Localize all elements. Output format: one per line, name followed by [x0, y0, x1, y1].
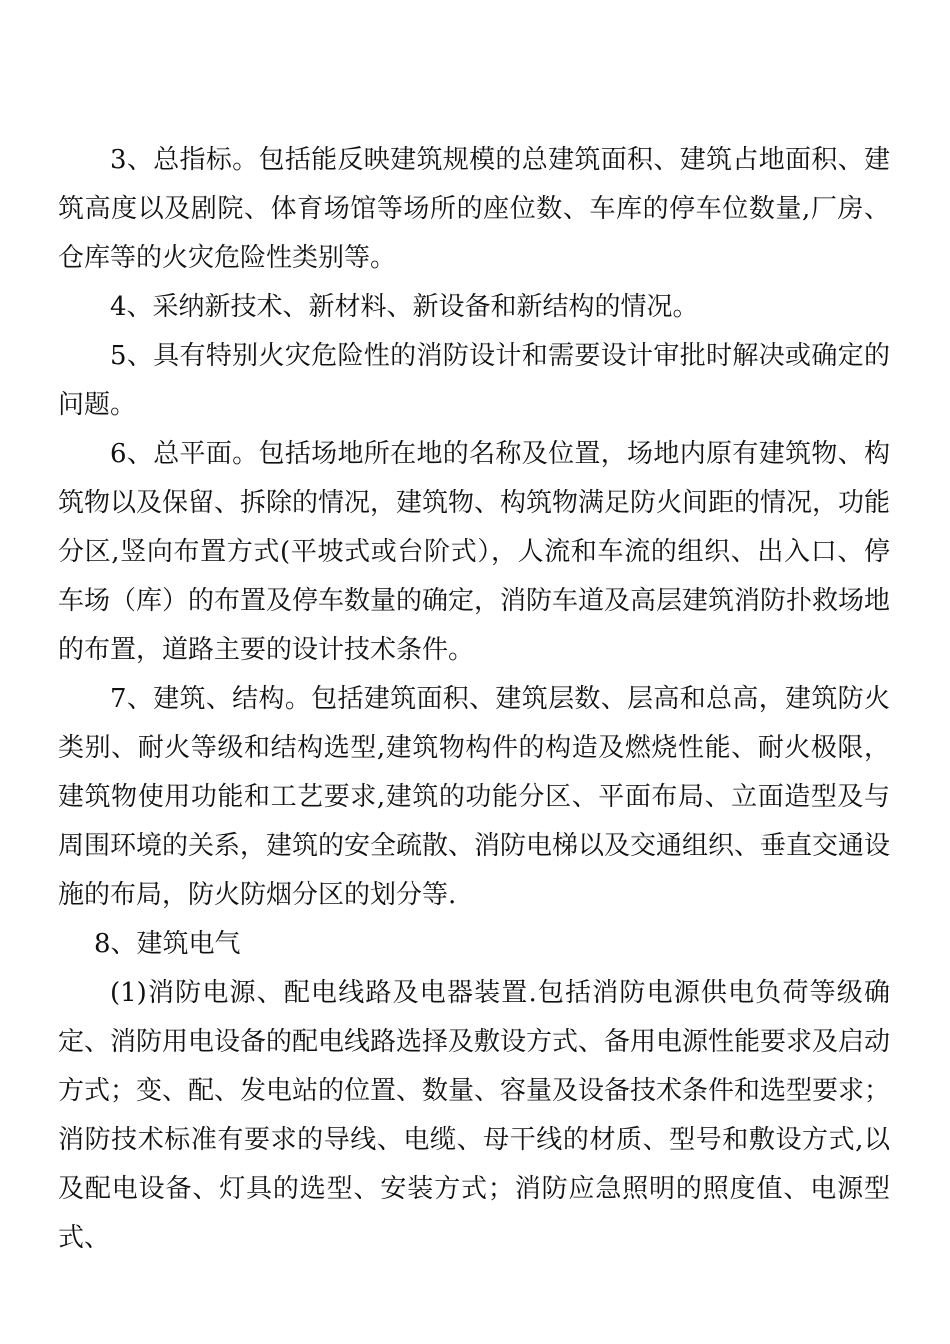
paragraph-fire-power-supply: (1)消防电源、配电线路及电器装置.包括消防电源供电负荷等级确定、消防用电设备的配电线路选择及敷设方式、备用电源性能要求及启动方式；变、配、发电站的位置、数量、容量及设备技术条件和选型要求；消防技术标准有要求的导线、电缆、母干线的材质、型号和敷设方式,以及配电设备、灯具的选型、安装方式；消防应急照明的照度值、电源型式、 — [58, 978, 891, 1253]
paragraph-total-indicators: 3、总指标。包括能反映建筑规模的总建筑面积、建筑占地面积、建筑高度以及剧院、体育场馆等场所的座位数、车库的停车位数量,厂房、仓库等的火灾危险性类别等。 — [58, 145, 890, 273]
paragraph-building-electrical-heading: 8、建筑电气 — [94, 929, 241, 959]
paragraph-site-plan: 6、总平面。包括场地所在地的名称及位置，场地内原有建筑物、构筑物以及保留、拆除的情况，建筑物、构筑物满足防火间距的情况，功能分区,竖向布置方式(平坡式或台阶式），人流和车流的组织、出入口、停车场（库）的布置及停车数量的确定，消防车道及高层建筑消防扑救场地的布置，道路主要的设计技术条件。 — [58, 439, 891, 665]
document-body — [58, 136, 890, 1263]
paragraph-new-technology: 4、采纳新技术、新材料、新设备和新结构的情况。 — [110, 292, 699, 322]
paragraph-building-structure: 7、建筑、结构。包括建筑面积、建筑层数、层高和总高，建筑防火类别、耐火等级和结构选型,建筑物构件的构造及燃烧性能、耐火极限，建筑物使用功能和工艺要求,建筑的功能分区、平面布局、立面造型及与周围环境的关系，建筑的安全疏散、消防电梯以及交通组织、垂直交通设施的布局，防火防烟分区的划分等. — [58, 684, 891, 910]
paragraph-special-fire-hazard: 5、具有特别火灾危险性的消防设计和需要设计审批时解决或确定的问题。 — [58, 341, 890, 420]
